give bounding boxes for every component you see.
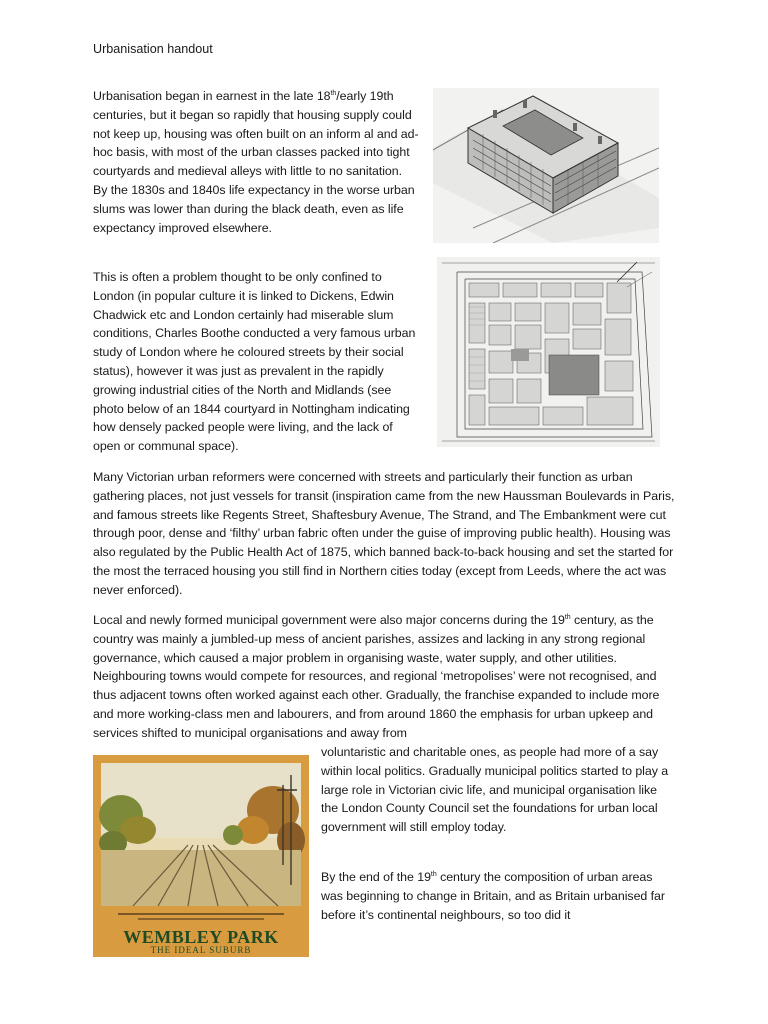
paragraph-municipal	[93, 611, 677, 743]
paragraph-london: This is often a problem thought to be only confined to London (in popular culture it is linked to Dickens, Edwin Chadwick etc and London certainly had miserable slum conditions, Charles Boothe conducted a very famous urban study of London where he coloured streets by their social status), however it was just as prevalent in the rapidly growing industrial cities of the North and Midlands (see photo below of an 1844 courtyard in Nottingham indicating how densely packed people were living, and the lack of open or communal space).	[93, 270, 416, 454]
paragraph-end-of-century	[321, 868, 677, 924]
paragraph-reformers: Many Victorian urban reformers were concerned with streets and particularly their function as urban gathering places, not just vessels for transit (inspiration came from the new Haussman Boulevards in Paris, and famous streets like Regents Street, Shaftesbury Avenue, The Strand, and The Embankment were cut through poor, dense and ‘filthy’ urban fabric often under the guise of improving public health). Housing was also regulated by the Public Health Act of 1875, which banned back-to-back housing and set the started for the most the terraced housing you still find in Northern cities today (except from Leeds, where the act was never enforced).	[93, 470, 675, 597]
text-run: Local and newly formed municipal government were also major concerns during the 19	[93, 613, 565, 627]
paragraph-municipal-continued: voluntaristic and charitable ones, as people had more of a say within local politics. Gradually municipal politics started to play a large role in Victorian civic life, and municipal organisation like the London County Council set the foundations for urban local government will still employ today.	[321, 745, 669, 835]
text-run: By the end of the 19	[321, 870, 431, 884]
superscript: th	[430, 871, 437, 878]
superscript: th	[330, 90, 337, 97]
poster-title: WEMBLEY PARK	[123, 927, 279, 947]
superscript: th	[564, 614, 571, 621]
wembley-park-poster	[93, 755, 309, 957]
text-run: /early 19th centuries, but it began so rapidly that housing supply could not keep up, housing was often built on an inform al and ad-hoc basis, with most of the urban classes packed into tight courtyards and medieval alleys with little to no sanitation. By the 1830s and 1840s life expectancy in the worse urban slums was lower than during the black death, even as life expectancy improved elsewhere.	[93, 89, 419, 235]
paragraph-intro	[93, 87, 419, 237]
text-run: century the composition of urban areas was beginning to change in Britain, and as Britain urbanised far before it’s continental neighbours, so too did it	[321, 870, 665, 922]
courtyard-plan-map	[437, 257, 660, 447]
document-title: Urbanisation handout	[93, 42, 213, 56]
text-run: century, as the country was mainly a jumbled-up mess of ancient parishes, assizes and lacking in any strong regional governance, which caused a major problem in organising waste, water supply, and other utilities. Neighbouring towns would compete for resources, and regional ‘metropolises’ were not recognised, and thus adjacent towns often worked against each other. Gradually, the franchise expanded to include more and more working-class men and labourers, and from around 1860 the emphasis for urban upkeep and services shifted to municipal organisations and away from	[93, 613, 660, 740]
isometric-housing-drawing	[433, 88, 659, 243]
poster-subtitle: THE IDEAL SUBURB	[150, 945, 252, 955]
text-run: Urbanisation began in earnest in the late 18	[93, 89, 331, 103]
